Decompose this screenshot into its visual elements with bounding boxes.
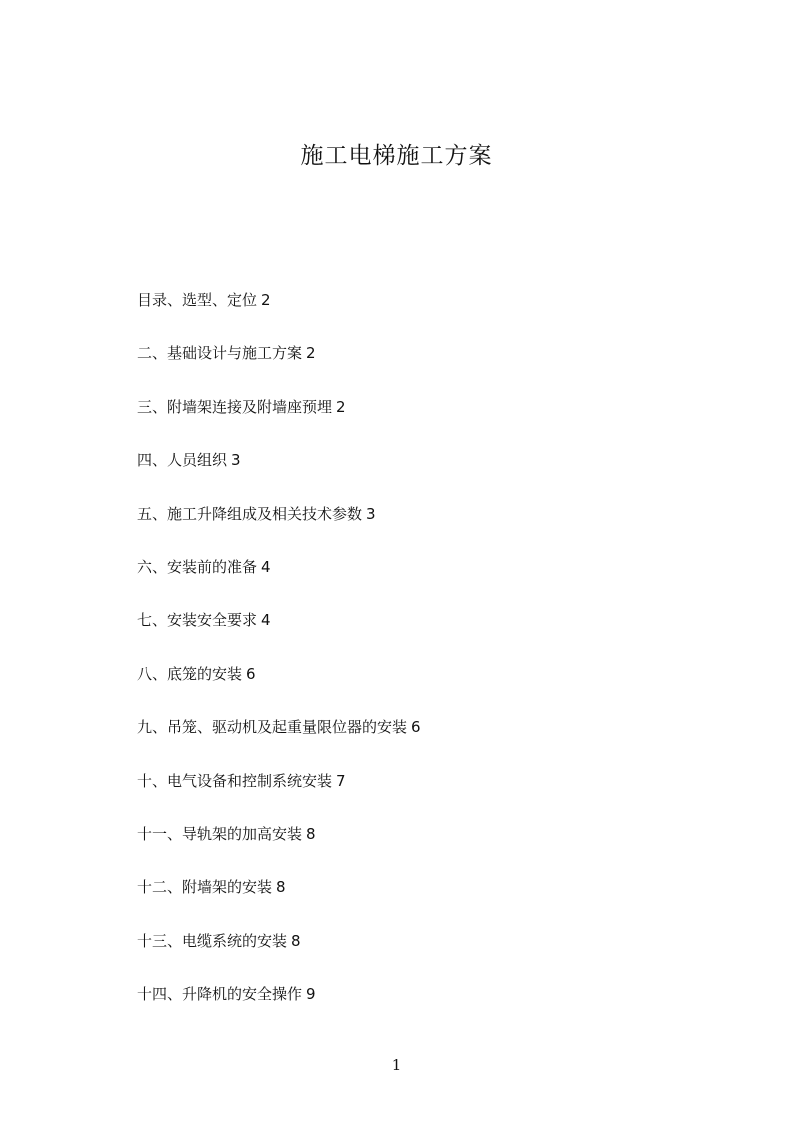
toc-item-label: 十一、导轨架的加高安装 — [137, 824, 303, 843]
toc-item-page: 6 — [246, 664, 256, 683]
toc-item-label: 四、人员组织 — [137, 451, 228, 470]
toc-item-page: 8 — [276, 878, 286, 897]
toc-item-page: 6 — [411, 718, 421, 737]
toc-item-page: 9 — [306, 985, 316, 1004]
toc-item-label: 六、安装前的准备 — [137, 557, 258, 576]
document-title: 施工电梯施工方案 — [300, 143, 493, 169]
toc-item-page: 8 — [306, 824, 316, 843]
toc-item-label: 十二、附墙架的安装 — [137, 878, 273, 897]
toc-item — [137, 394, 421, 447]
toc-item-label: 七、安装安全要求 — [137, 611, 258, 630]
toc-item — [137, 714, 421, 767]
toc-item — [137, 874, 421, 927]
toc-item-label: 三、附墙架连接及附墙座预埋 — [137, 397, 333, 416]
toc-item — [137, 981, 421, 1034]
toc-item — [137, 768, 421, 821]
toc-item-label: 目录、选型、定位 — [137, 291, 258, 309]
toc-item-label: 五、施工升降组成及相关技术参数 — [137, 504, 363, 523]
toc-item — [137, 287, 421, 340]
toc-item-page: 3 — [231, 451, 241, 470]
toc-item-label: 十、电气设备和控制系统安装 — [137, 771, 333, 790]
table-of-contents — [137, 287, 421, 1034]
toc-item — [137, 554, 421, 607]
toc-item — [137, 340, 421, 393]
toc-item-page: 2 — [261, 291, 271, 309]
toc-item — [137, 607, 421, 660]
toc-item-page: 4 — [261, 611, 271, 630]
toc-item-page: 2 — [306, 344, 316, 363]
toc-item — [137, 661, 421, 714]
toc-item-page: 8 — [291, 931, 301, 950]
toc-item — [137, 928, 421, 981]
toc-item-page: 4 — [261, 557, 271, 576]
toc-item — [137, 501, 421, 554]
toc-item-label: 十三、电缆系统的安装 — [137, 931, 288, 950]
toc-item-label: 八、底笼的安装 — [137, 664, 243, 683]
page-number: 1 — [391, 1056, 402, 1074]
toc-item-page: 7 — [336, 771, 346, 790]
toc-item — [137, 821, 421, 874]
toc-item-page: 3 — [366, 504, 376, 523]
toc-item-label: 十四、升降机的安全操作 — [137, 985, 303, 1004]
toc-item — [137, 447, 421, 500]
toc-item-label: 二、基础设计与施工方案 — [137, 344, 303, 363]
toc-item-page: 2 — [336, 397, 346, 416]
toc-item-label: 九、吊笼、驱动机及起重量限位器的安装 — [137, 718, 408, 737]
